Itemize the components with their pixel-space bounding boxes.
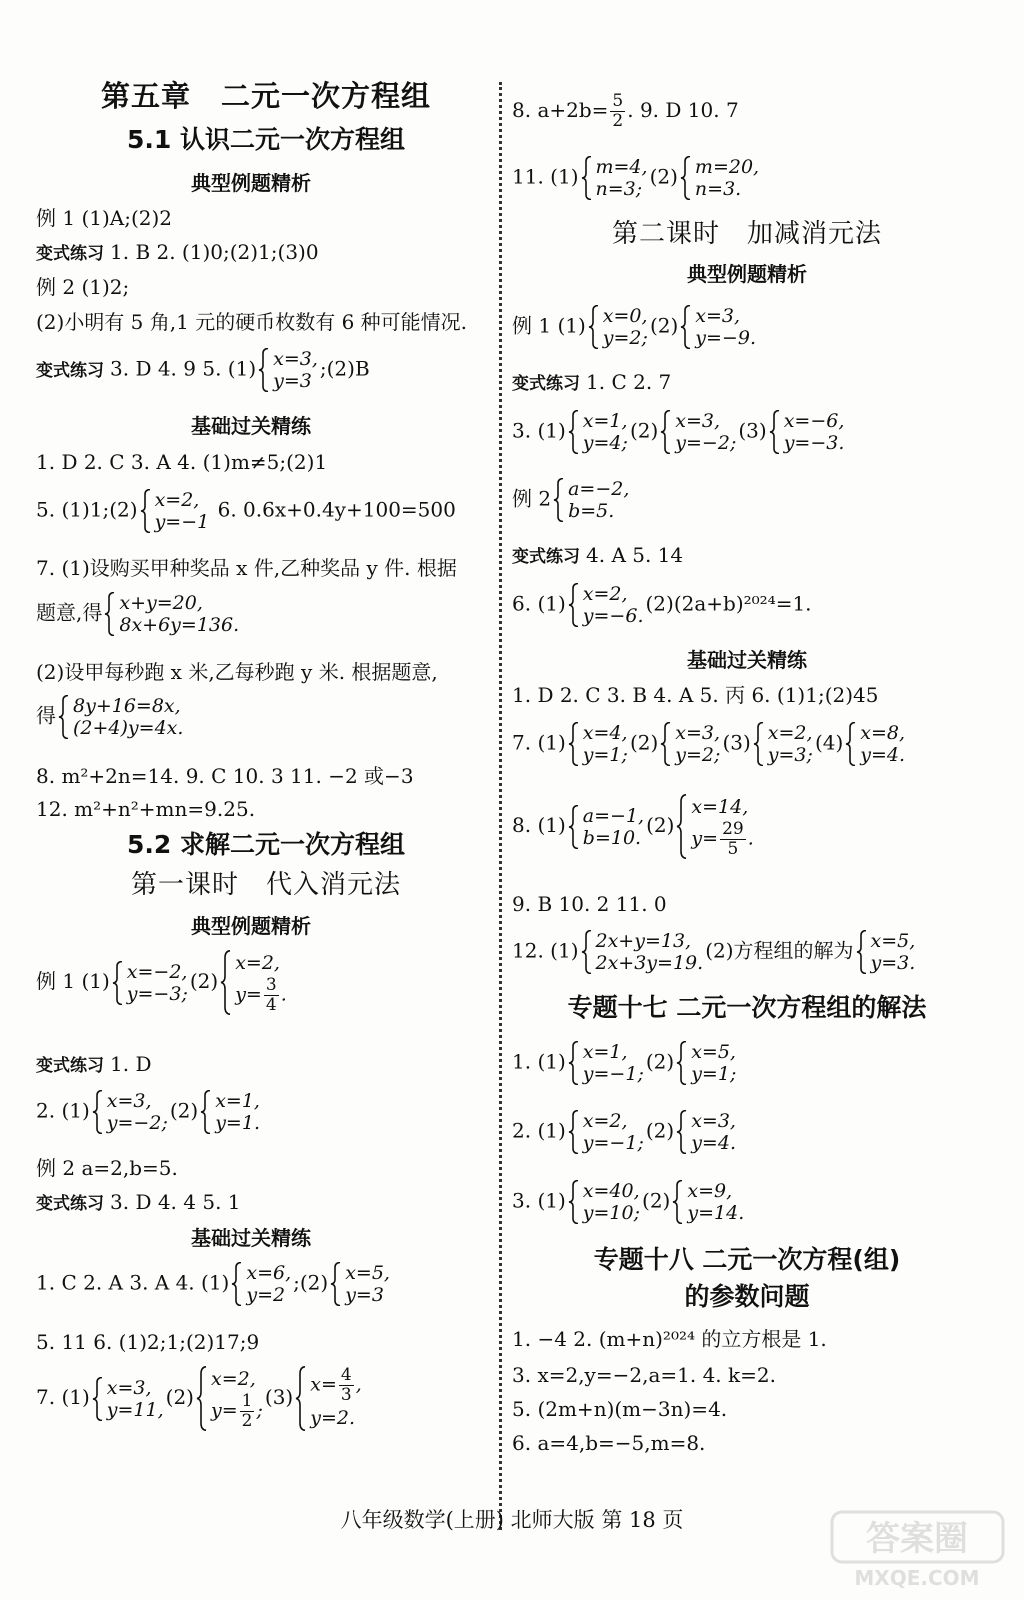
equation-system [295,1366,362,1431]
brace-icon [568,805,580,849]
answer-line [512,370,671,396]
answer-line: 1. −4 2. (m+n)²⁰²⁴ 的立方根是 1. [512,1327,827,1351]
equation-row: y=3 [273,370,312,392]
equation-system [672,1180,744,1224]
brace-icon [92,1090,104,1134]
answer-line [36,1190,241,1216]
brace-icon [680,156,692,200]
answer-line: 1. D 2. C 3. B 4. A 5. 丙 6. (1)1;(2)45 [512,683,879,707]
answer-text: 6. 0.6x+0.4y+100=500 [211,497,456,522]
equation-row: x=3, [106,1376,152,1399]
equation-term: x= [310,1373,337,1396]
equation-row: x=5, [870,930,916,952]
equation-row: y=3 [345,1284,384,1306]
equation-system [258,348,318,392]
equation-system [845,722,905,766]
equation-row: y=3. [870,952,916,974]
answer-text: (2)方程组的解为 [705,938,854,963]
brace-icon [140,489,152,533]
equation-row [235,976,287,1015]
equation-system [553,478,629,522]
answer-text: (2) [645,1049,675,1074]
fraction-denominator: 2 [241,1411,253,1431]
equation-row: x=3, [695,305,741,327]
answer-line [512,930,917,974]
section-title-5-1: 5.1 认识二元一次方程组 [127,125,405,154]
answer-line: 6. a=4,b=−5,m=8. [512,1431,706,1455]
answer-text: 5. (1)1;(2) [36,497,138,522]
answer-line: 8. m²+2n=14. 9. C 10. 3 11. −2 或−3 [36,764,414,788]
fraction [610,92,625,131]
equation-system [588,305,648,349]
equation-term: y= [211,1399,238,1422]
answer-text: ;(2)B [319,356,370,381]
equation-system [581,156,648,200]
answer-text: 3. (1) [512,418,566,443]
answer-line [512,305,758,349]
answer-text: (2) [649,313,679,338]
section-title-5-2: 5.2 求解二元一次方程组 [127,830,405,859]
equation-row: y=−6. [582,605,644,627]
equation-row: y=1. [215,1112,260,1134]
brace-icon [568,583,580,627]
heading-typical-examples: 典型例题精析 [687,262,807,286]
answer-line: 例 2 (1)2; [36,275,130,299]
answer-line: 9. B 10. 2 11. 0 [512,892,667,916]
equation-term: , [355,1373,362,1396]
answer-line [512,1110,738,1154]
equation-row: x=−2, [126,960,188,983]
equation-system [231,1262,291,1306]
answer-text: 1. (1) [512,1049,566,1074]
answer-line: (2)设甲每秒跑 x 米,乙每秒跑 y 米. 根据题意, [36,660,438,684]
variant-practice-tag: 变式练习 [36,360,104,381]
equation-row: x=1, [582,410,628,432]
equation-row: x=3, [691,1110,736,1132]
brace-icon [672,1180,684,1224]
equation-system [680,156,759,200]
equation-row: 8x+6y=136. [119,614,240,636]
equation-system [104,592,239,636]
svg-text:答案圈: 答案圈 [866,1519,968,1559]
fraction-numerator: 4 [340,1365,352,1385]
chapter-title: 第五章 二元一次方程组 [100,79,431,113]
answer-line [512,583,812,627]
equation-row: y=10; [582,1202,641,1224]
equation-row: x=40, [582,1180,640,1202]
answer-line [36,1262,392,1306]
variant-practice-tag: 变式练习 [512,374,580,394]
equation-row: y=2 [246,1284,286,1306]
equation-term: . [280,983,287,1006]
answer-line [36,1090,262,1134]
answer-text: (3) [738,418,767,443]
brace-icon [676,1041,688,1085]
fraction-numerator: 1 [241,1391,253,1411]
brace-icon [660,722,672,766]
answer-text: (2) [646,813,675,837]
equation-row: a=−2, [568,478,630,500]
fraction-numerator: 5 [612,91,624,111]
equation-row: 8y+16=8x, [73,695,181,717]
answer-line [512,478,631,522]
answer-text: (2) [165,1385,194,1409]
brace-icon [553,478,565,522]
topic-18-title-line1: 专题十八 二元一次方程(组) [593,1245,901,1274]
equation-term: . [747,827,754,850]
equation-system [330,1262,390,1306]
variant-practice-tag: 变式练习 [512,547,580,567]
brace-icon [330,1262,342,1306]
brace-icon [769,410,781,454]
equation-row: y=1; [691,1063,737,1085]
equation-system [196,1366,263,1431]
equation-row: y=4. [860,744,906,766]
equation-row: y=−3; [126,982,188,1005]
answer-line [512,156,761,200]
answer-text: 8. (1) [512,813,566,837]
brace-icon [588,305,600,349]
equation-row: x=1, [215,1090,260,1112]
heading-typical-examples: 典型例题精析 [191,171,311,195]
equation-row: x=2, [154,489,200,511]
answer-line [36,592,241,636]
equation-system [200,1090,260,1134]
brace-icon [92,1377,104,1421]
equation-system [660,410,736,454]
brace-icon [200,1090,212,1134]
brace-icon [568,1041,580,1085]
answer-text: ;(2) [293,1270,329,1295]
answer-line [512,794,756,859]
answer-line: 例 2 a=2,b=5. [36,1156,178,1180]
brace-icon [845,722,857,766]
equation-system [92,1377,164,1421]
topic-18-title-line2: 的参数问题 [684,1282,810,1311]
fraction [264,976,279,1015]
answer-line [36,348,370,392]
equation-row: x=3, [273,348,318,370]
fraction-denominator: 3 [340,1385,352,1405]
answer-line [36,489,456,533]
answer-text: (4) [814,730,844,755]
brace-icon [231,1262,243,1306]
brace-icon [568,410,580,454]
equation-row: (2+4)y=4x. [73,717,184,739]
answer-text: (2) [642,1188,671,1213]
brace-icon [568,1180,580,1224]
svg-text:MXQE.COM: MXQE.COM [854,1566,980,1590]
page-footer: 八年级数学(上册) 北师大版 第 18 页 [340,1508,684,1532]
equation-system [581,930,704,974]
equation-row: x=6, [246,1262,292,1284]
equation-row: y=1; [582,744,628,766]
equation-row: x=2, [211,1368,256,1390]
heading-basic-practice: 基础过关精练 [687,648,807,672]
answer-text: 7. (1) [36,1385,90,1409]
equation-system [58,695,183,739]
equation-system [676,1041,736,1085]
fraction [240,1392,255,1431]
answer-text: 1. B 2. (1)0;(2)1;(3)0 [110,240,319,264]
equation-row: x=1, [582,1041,628,1063]
equation-row: b=10. [582,826,642,849]
equation-row: y=−9. [695,327,756,349]
answer-text: 7. (1) [512,730,566,755]
equation-row: x=9, [687,1180,733,1202]
brace-icon [753,722,765,766]
answer-line: 1. D 2. C 3. A 4. (1)m≠5;(2)1 [36,450,328,474]
fraction [720,820,746,859]
brace-icon [295,1366,307,1431]
equation-row: x+y=20, [119,592,203,614]
equation-system [568,1110,644,1154]
answer-text: (2) [629,730,659,755]
equation-row: y=2; [602,327,648,349]
equation-system [220,950,287,1015]
equation-system [676,1110,736,1154]
answer-text: 题意,得 [36,600,103,625]
equation-row: x=2, [767,722,813,744]
brace-icon [680,305,692,349]
brace-icon [676,794,688,859]
answer-text: 4. A 5. 14 [586,543,684,567]
equation-term: ; [256,1399,263,1422]
equation-row: x=3, [106,1090,152,1112]
heading-basic-practice: 基础过关精练 [191,1226,311,1250]
equation-row [211,1392,263,1431]
brace-icon [58,695,70,739]
equation-system [568,410,628,454]
equation-system [568,1041,644,1085]
answer-text: (2) [645,1118,675,1143]
equation-row: m=4, [595,156,648,178]
answer-text: (2) [169,1098,199,1123]
equation-row: y=2; [675,744,721,766]
answer-text: 2. (1) [512,1118,566,1143]
brace-icon [258,348,270,392]
equation-row [691,820,753,859]
brace-icon [196,1366,208,1431]
equation-row: x=2, [235,952,280,974]
answer-line: 3. x=2,y=−2,a=1. 4. k=2. [512,1363,776,1387]
answer-line [36,1366,364,1431]
answer-text: 1. C 2. A 3. A 4. (1) [36,1270,230,1295]
equation-row: x=2, [582,583,628,605]
brace-icon [856,930,868,974]
fraction-denominator: 4 [265,995,277,1015]
answer-line [36,695,185,739]
answer-text: 6. (1) [512,591,566,616]
fraction-denominator: 5 [727,839,739,859]
fraction-numerator: 29 [722,819,744,839]
equation-row: x=0, [602,305,648,327]
answer-text: 3. (1) [512,1188,566,1213]
answer-text: (3) [722,730,751,755]
answer-line [512,1041,738,1085]
equation-row [310,1366,362,1405]
fraction-denominator: 2 [612,111,624,131]
answer-line: 7. (1)设购买甲种奖品 x 件,乙种奖品 y 件. 根据 [36,556,457,580]
answer-line: 5. (2m+n)(m−3n)=4. [512,1397,728,1421]
answer-line [512,722,907,766]
topic-17-title: 专题十七 二元一次方程组的解法 [567,993,927,1022]
brace-icon [581,156,593,200]
brace-icon [112,961,124,1005]
answer-text: 2. (1) [36,1098,90,1123]
equation-system [568,1180,640,1224]
equation-system [568,583,644,627]
answer-text: 1. C 2. 7 [586,370,672,394]
answer-text: (3) [264,1385,294,1409]
equation-row: x=4, [582,722,628,744]
answer-text: 8. a+2b= [512,98,609,122]
answer-text: (2) [189,969,219,993]
equation-row: y=2. [310,1407,356,1429]
brace-icon [660,410,672,454]
brace-icon [220,950,232,1015]
answer-line [36,1052,151,1078]
heading-typical-examples: 典型例题精析 [191,914,311,938]
equation-system [568,805,644,849]
equation-row: a=−1, [582,804,645,827]
answer-text: 1. D [110,1052,152,1076]
answer-text: 11. (1) [512,164,579,189]
answer-line: 5. 11 6. (1)2;1;(2)17;9 [36,1330,260,1354]
brace-icon [104,592,116,636]
column-divider [499,82,502,1530]
equation-system [769,410,845,454]
equation-row: x=5, [691,1041,736,1063]
heading-basic-practice: 基础过关精练 [191,414,311,438]
answer-text: 得 [36,703,56,728]
equation-system [112,961,188,1005]
lesson-title-substitution: 第一课时 代入消元法 [130,870,401,900]
equation-row: x=2, [582,1110,628,1132]
equation-system [680,305,756,349]
equation-system [676,794,753,859]
fraction-numerator: 3 [265,975,277,995]
equation-row: x=14, [691,796,749,818]
answer-text: (2) [629,418,659,443]
equation-row: y=11, [106,1398,164,1421]
answer-line: 12. m²+n²+mn=9.25. [36,797,256,821]
equation-row: y=−1; [582,1063,644,1085]
equation-system [92,1090,168,1134]
answer-text: 例 1 (1) [36,969,110,993]
equation-row: x=3, [675,722,721,744]
equation-system [660,722,720,766]
answer-line: 例 1 (1)A;(2)2 [36,206,173,230]
equation-row: x=−6, [783,410,845,432]
answer-text: 3. D 4. 9 5. (1) [110,356,257,381]
answer-text: (2) [649,164,678,189]
equation-row: y=4; [582,432,628,454]
equation-row: y=−2; [106,1112,168,1134]
variant-practice-tag: 变式练习 [36,244,104,264]
equation-row: y=−2; [675,432,737,454]
answer-text: 例 2 [512,486,552,511]
answer-text: 例 1 (1) [512,313,586,338]
equation-row: 2x+y=13, [595,930,692,952]
equation-term: y= [235,983,262,1006]
equation-system [753,722,813,766]
answer-text: 3. D 4. 4 5. 1 [110,1190,241,1214]
brace-icon [676,1110,688,1154]
equation-row: x=5, [345,1262,390,1284]
answer-text: 12. (1) [512,938,579,963]
answer-line [512,410,846,454]
equation-row: x=3, [675,410,721,432]
equation-row: y=4. [691,1132,736,1154]
brace-icon [568,1110,580,1154]
equation-row: y=14. [687,1202,745,1224]
equation-row: 2x+3y=19. [595,952,704,974]
equation-system [856,930,916,974]
brace-icon [581,930,593,974]
answer-line [512,92,739,131]
answer-line [512,1180,746,1224]
equation-row: n=3. [694,178,742,200]
equation-row: y=−3. [783,432,845,454]
equation-row: y=−1; [582,1132,644,1154]
answer-line: (2)小明有 5 角,1 元的硬币枚数有 6 种可能情况. [36,310,468,334]
answer-text: . 9. D 10. 7 [627,98,739,122]
equation-system [568,722,628,766]
answer-line [36,950,289,1015]
brace-icon [568,722,580,766]
answer-line [36,240,319,266]
answer-line [512,543,683,569]
equation-row: n=3; [595,178,643,200]
lesson-title-elimination: 第二课时 加减消元法 [611,219,882,249]
watermark-logo [830,1510,1005,1590]
equation-row: y=−1 [154,511,210,533]
equation-term: y= [691,827,719,850]
equation-system [140,489,210,533]
equation-row: y=3; [767,744,813,766]
variant-practice-tag: 变式练习 [36,1194,104,1214]
equation-row: x=8, [860,722,906,744]
fraction [339,1366,354,1405]
equation-row: m=20, [694,156,760,178]
variant-practice-tag: 变式练习 [36,1056,104,1076]
answer-text: (2)(2a+b)²⁰²⁴=1. [645,591,812,616]
equation-row: b=5. [568,500,615,522]
